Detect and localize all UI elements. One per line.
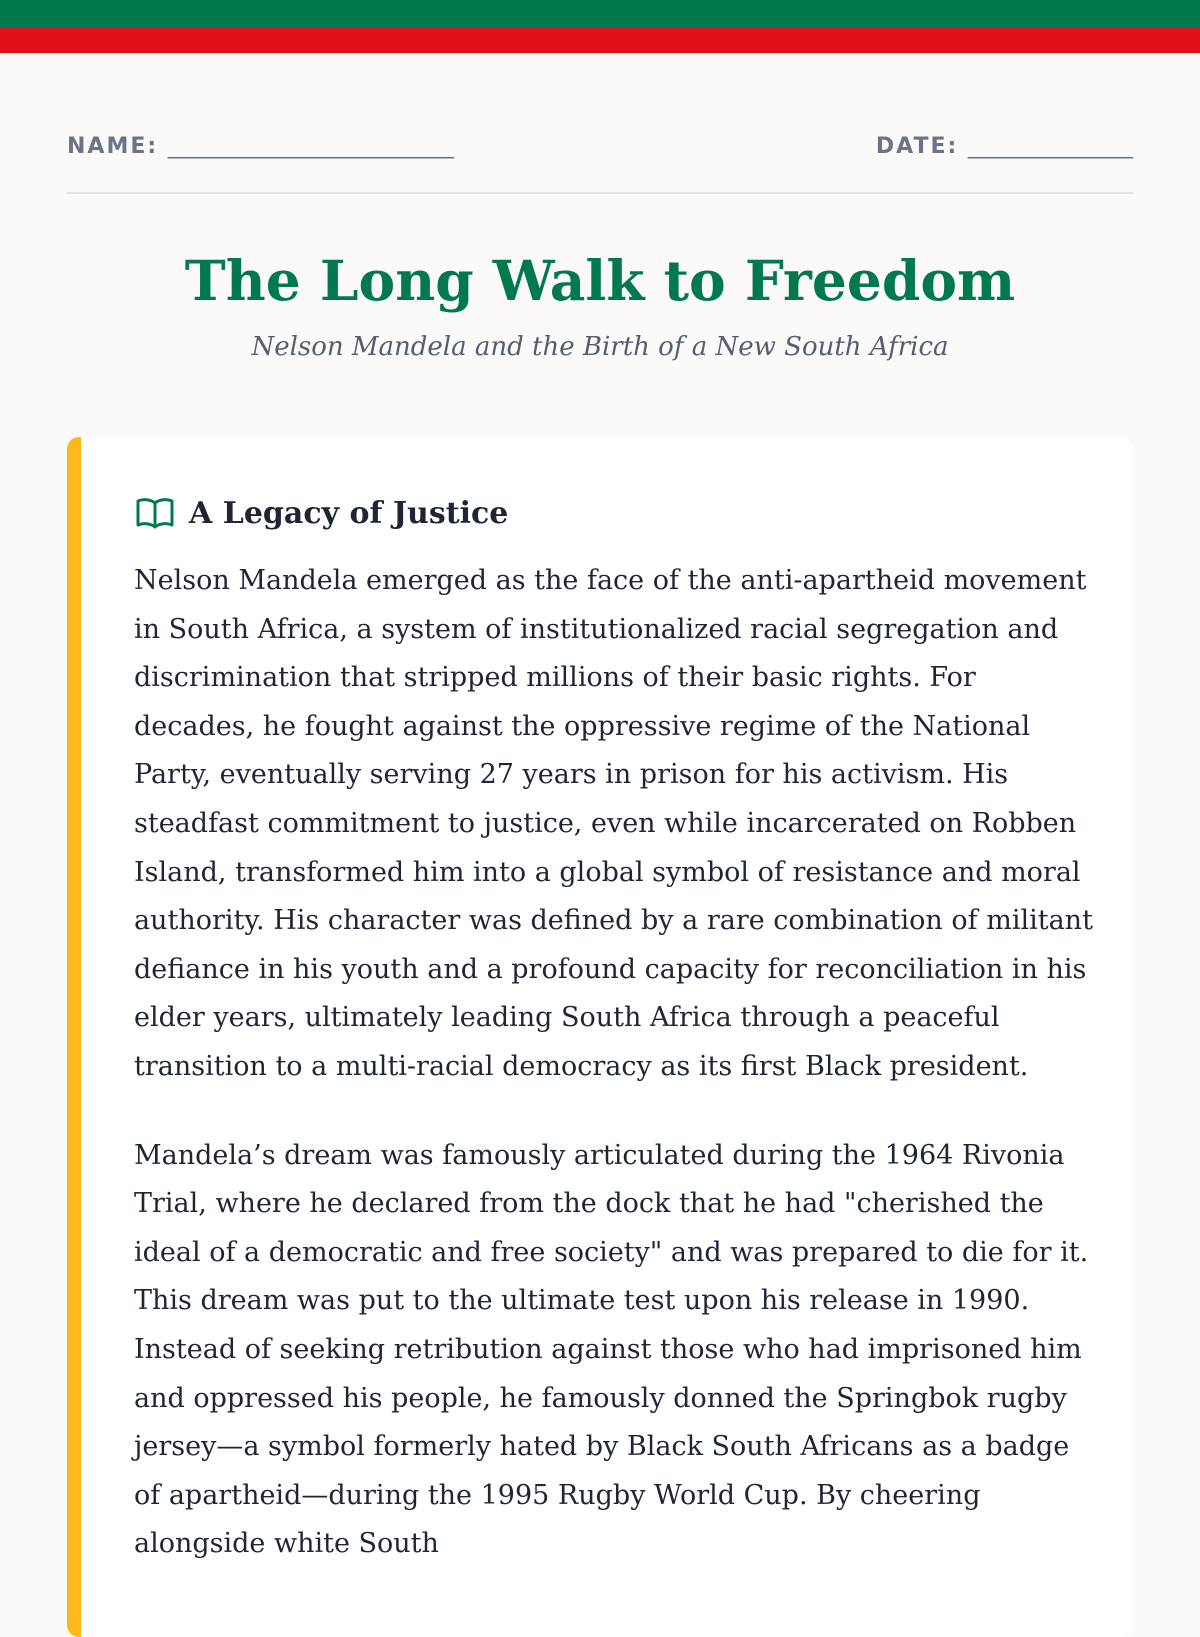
book-open-icon xyxy=(135,495,175,531)
section-title: A Legacy of Justice xyxy=(189,495,509,531)
paragraph: Mandela’s dream was famously articulated during the 1964 Rivonia Trial, where he declared from the dock that he had "cherished the ideal of a democratic and free society" and was prepared to die for it. This dream was put to the ultimate test upon his release in 1990. Instead of seeking retribution against those who had imprisoned him and oppressed his people, he famously donned the Springbok rugby jersey—a symbol formerly hated by Black South Africans as a badge of apartheid—during the 1995 Rugby World Cup. By cheering alongside white South xyxy=(134,1139,1089,1560)
date-blank[interactable]: _______________ xyxy=(968,134,1133,159)
page-title: The Long Walk to Freedom xyxy=(184,248,1016,313)
paragraph: Nelson Mandela emerged as the face of the anti-apartheid movement in South Africa, a system of institutionalized racial segregation and discrimination that stripped millions of their basic rights. For decades, he fought against the oppressive regime of the National Party, eventually serving 27 years in prison for his activism. His steadfast commitment to justice, even while incarcerated on Robben Island, transformed him into a global symbol of resistance and moral authority. His character was defined by a rare combination of militant defiance in his youth and a profound capacity for reconciliation in his elder years, ultimately leading South Africa through a peaceful transition to a multi-racial democracy as its first Black president. xyxy=(134,565,1093,1082)
flag-stripe-green xyxy=(0,0,1200,27)
card-accent-bar xyxy=(67,437,81,1637)
name-blank[interactable]: __________________________ xyxy=(167,134,454,159)
name-label: NAME: xyxy=(67,134,159,159)
date-field[interactable] xyxy=(876,134,1133,159)
reading-card xyxy=(67,437,1133,1637)
name-field[interactable] xyxy=(67,134,454,159)
section-body xyxy=(134,557,1099,1609)
section-header xyxy=(135,493,508,533)
flag-stripe-red xyxy=(0,27,1200,53)
header-divider xyxy=(67,192,1133,194)
page-subtitle: Nelson Mandela and the Birth of a New South Africa xyxy=(251,332,949,362)
worksheet-header xyxy=(67,134,1133,164)
date-label: DATE: xyxy=(875,134,959,159)
